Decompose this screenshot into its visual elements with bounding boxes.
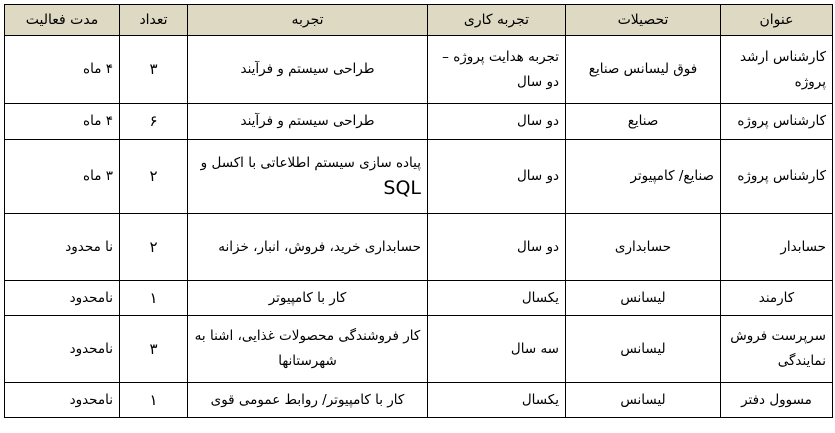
cell-count: ۲ xyxy=(120,140,188,214)
cell-experience: کار فروشندگی محصولات غذایی، اشنا به شهرستانها xyxy=(188,316,428,383)
cell-experience: طراحی سیستم و فرآیند xyxy=(188,104,428,140)
cell-count: ۳ xyxy=(120,36,188,104)
cell-work-experience: دو سال xyxy=(428,214,566,281)
cell-work-experience: یکسال xyxy=(428,281,566,316)
cell-duration: ۳ ماه xyxy=(5,140,120,214)
cell-count: ۲ xyxy=(120,214,188,281)
table-row xyxy=(5,36,833,104)
cell-education: لیسانس xyxy=(566,281,721,316)
cell-count: ۳ xyxy=(120,316,188,383)
cell-title: سرپرست فروش نمایندگی xyxy=(721,316,833,383)
cell-education: صنایع xyxy=(566,104,721,140)
cell-duration: نا محدود xyxy=(5,214,120,281)
header-count: تعداد xyxy=(120,5,188,36)
cell-education: حسابداری xyxy=(566,214,721,281)
table-row xyxy=(5,383,833,418)
table-row xyxy=(5,214,833,281)
cell-experience xyxy=(188,140,428,214)
cell-work-experience: دو سال xyxy=(428,104,566,140)
cell-education: فوق لیسانس صنایع xyxy=(566,36,721,104)
staffing-table-container xyxy=(4,4,832,418)
cell-count: ۱ xyxy=(120,383,188,418)
table-row xyxy=(5,316,833,383)
table-row xyxy=(5,281,833,316)
header-education: تحصیلات xyxy=(566,5,721,36)
cell-work-experience: دو سال xyxy=(428,140,566,214)
cell-education: لیسانس xyxy=(566,316,721,383)
cell-experience: حسابداری خرید، فروش، انبار، خزانه xyxy=(188,214,428,281)
cell-duration: نامحدود xyxy=(5,281,120,316)
cell-work-experience: یکسال xyxy=(428,383,566,418)
staffing-table xyxy=(4,4,833,418)
cell-duration: ۴ ماه xyxy=(5,104,120,140)
cell-count: ۱ xyxy=(120,281,188,316)
cell-title: حسابدار xyxy=(721,214,833,281)
header-work-experience: تجربه کاری xyxy=(428,5,566,36)
cell-duration: ۴ ماه xyxy=(5,36,120,104)
cell-work-experience: تجربه هدایت پروژه – دو سال xyxy=(428,36,566,104)
cell-experience: کار با کامپیوتر xyxy=(188,281,428,316)
header-duration: مدت فعالیت xyxy=(5,5,120,36)
header-experience: تجربه xyxy=(188,5,428,36)
cell-duration: نامحدود xyxy=(5,383,120,418)
cell-count: ۶ xyxy=(120,104,188,140)
sql-text: SQL xyxy=(383,176,421,199)
table-row xyxy=(5,140,833,214)
cell-education: لیسانس xyxy=(566,383,721,418)
table-row xyxy=(5,104,833,140)
header-row xyxy=(5,5,833,36)
cell-work-experience: سه سال xyxy=(428,316,566,383)
cell-title: کارمند xyxy=(721,281,833,316)
experience-text: پیاده سازی سیستم اطلاعاتی با اکسل و xyxy=(200,154,421,171)
cell-duration: نامحدود xyxy=(5,316,120,383)
cell-title: کارشناس پروژه xyxy=(721,104,833,140)
cell-education: صنایع/ کامپیوتر xyxy=(566,140,721,214)
cell-title: مسوول دفتر xyxy=(721,383,833,418)
cell-experience: طراحی سیستم و فرآیند xyxy=(188,36,428,104)
cell-experience: کار با کامپیوتر/ روابط عمومی قوی xyxy=(188,383,428,418)
header-title: عنوان xyxy=(721,5,833,36)
cell-title: کارشناس پروژه xyxy=(721,140,833,214)
cell-title: کارشناس ارشد پروژه xyxy=(721,36,833,104)
